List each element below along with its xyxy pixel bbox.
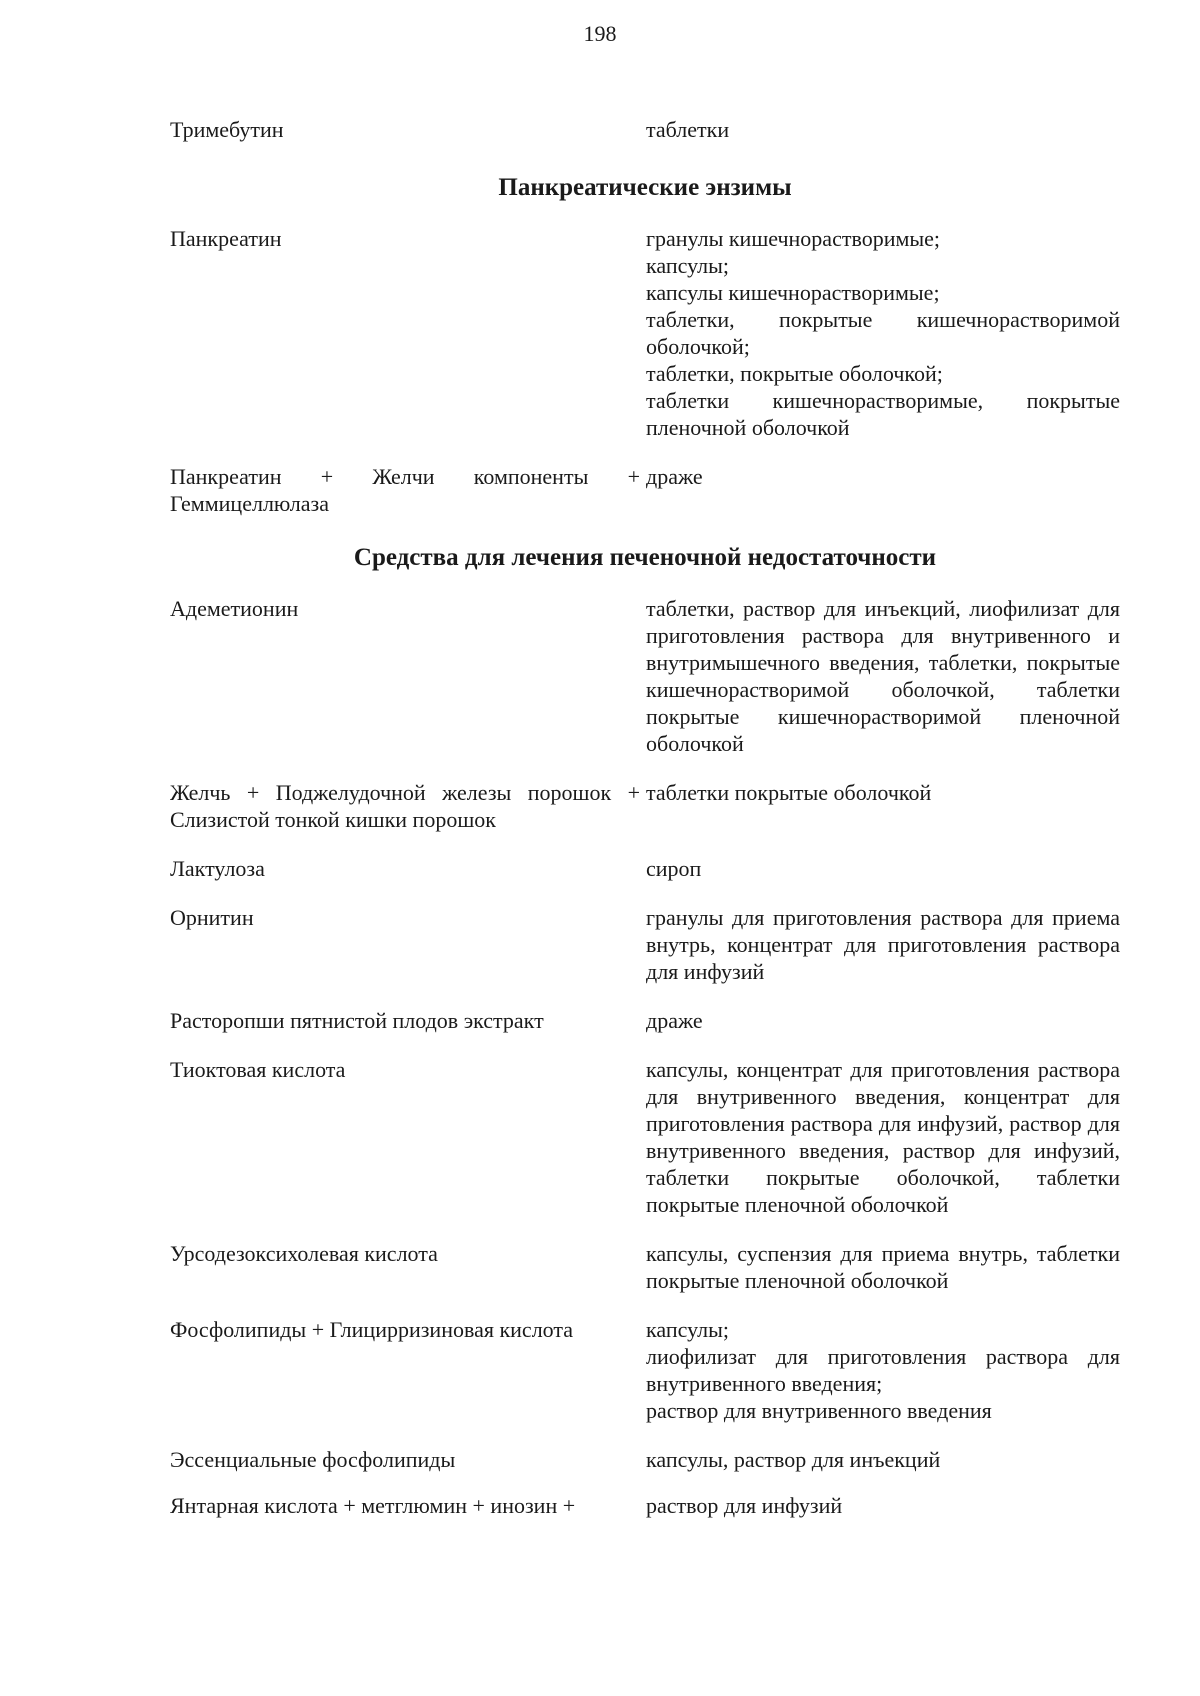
- dosage-forms: [646, 1056, 1120, 1218]
- table-row: [170, 1492, 1120, 1519]
- dosage-forms: [646, 1007, 1120, 1034]
- section-title: Средства для лечения печеночной недостаточности: [353, 544, 937, 571]
- dosage-forms: [646, 1446, 1120, 1473]
- dosage-forms: [646, 595, 1120, 757]
- page-number: 198: [583, 21, 617, 46]
- dosage-forms: [646, 904, 1120, 985]
- dosage-form: лиофилизат для приготовления раствора для внутривенного введения;: [646, 1344, 1120, 1396]
- table-row: [170, 904, 1120, 985]
- dosage-form: капсулы;: [646, 1317, 729, 1342]
- table-row: [170, 1446, 1120, 1473]
- dosage-form: раствор для внутривенного введения: [646, 1398, 992, 1423]
- drug-name: Урсодезоксихолевая кислота: [170, 1241, 438, 1266]
- dosage-form: таблетки кишечнорастворимые, покрытые пленочной оболочкой: [646, 388, 1120, 440]
- drug-name: Адеметионин: [170, 596, 299, 621]
- dosage-forms: [646, 1316, 1120, 1424]
- table-row: [170, 225, 1120, 441]
- dosage-form: таблетки, раствор для инъекций, лиофилизат для приготовления раствора для внутривенного и внутримышечного введения, таблетки, покрытые кишечнорастворимой оболочкой, таблетки покрытые кишечнорастворимой пленочной оболочкой: [646, 596, 1120, 756]
- dosage-form: раствор для инфузий: [646, 1493, 843, 1518]
- drug-name: Желчь + Поджелудочной железы порошок + Слизистой тонкой кишки порошок: [170, 780, 640, 832]
- dosage-form: капсулы, суспензия для приема внутрь, таблетки покрытые пленочной оболочкой: [646, 1241, 1120, 1293]
- table-row: [170, 1240, 1120, 1294]
- drug-name: Панкреатин + Желчи компоненты + Геммицеллюлаза: [170, 464, 640, 516]
- dosage-form: гранулы кишечнорастворимые;: [646, 226, 941, 251]
- table-row: [170, 595, 1120, 757]
- dosage-form: таблетки покрытые оболочкой: [646, 780, 932, 805]
- dosage-forms: [646, 116, 1120, 143]
- dosage-form: капсулы, концентрат для приготовления раствора для внутривенного введения, концентрат для приготовления раствора для инфузий, раствор для внутривенного введения, раствор для инфузий, таблетки покрытые оболочкой, таблетки покрытые пленочной оболочкой: [646, 1057, 1120, 1217]
- dosage-forms: [646, 225, 1120, 441]
- dosage-form: капсулы, раствор для инъекций: [646, 1447, 941, 1472]
- dosage-forms: [646, 855, 1120, 882]
- table-row: [170, 1316, 1120, 1424]
- dosage-form: драже: [646, 464, 703, 489]
- dosage-forms: [646, 779, 1120, 806]
- drug-name: Расторопши пятнистой плодов экстракт: [170, 1008, 544, 1033]
- dosage-form: таблетки, покрытые оболочкой;: [646, 361, 943, 386]
- drug-name: Эссенциальные фосфолипиды: [170, 1447, 456, 1472]
- drug-name: Орнитин: [170, 905, 254, 930]
- dosage-forms: [646, 1492, 1120, 1519]
- dosage-form: таблетки: [646, 117, 730, 142]
- drug-name: Тиоктовая кислота: [170, 1057, 346, 1082]
- dosage-form: капсулы кишечнорастворимые;: [646, 280, 940, 305]
- dosage-form: драже: [646, 1008, 703, 1033]
- drug-name: Янтарная кислота + метглюмин + инозин +: [170, 1493, 576, 1518]
- dosage-form: гранулы для приготовления раствора для приема внутрь, концентрат для приготовления раствора для инфузий: [646, 905, 1120, 984]
- dosage-form: сироп: [646, 856, 702, 881]
- dosage-forms: [646, 463, 1120, 490]
- table-row: [170, 1007, 1120, 1034]
- table-row: [170, 1056, 1120, 1218]
- drug-name: Лактулоза: [170, 856, 265, 881]
- dosage-form: таблетки, покрытые кишечнорастворимой оболочкой;: [646, 307, 1120, 359]
- table-row: [170, 116, 1120, 143]
- table-row: [170, 855, 1120, 882]
- dosage-forms: [646, 1240, 1120, 1294]
- table-row: [170, 463, 1120, 517]
- drug-table: [170, 116, 1120, 1519]
- dosage-form: капсулы;: [646, 253, 729, 278]
- drug-name: Тримебутин: [170, 117, 284, 142]
- section-title: Панкреатические энзимы: [498, 174, 792, 201]
- drug-name: Фосфолипиды + Глицирризиновая кислота: [170, 1317, 574, 1342]
- drug-name: Панкреатин: [170, 226, 282, 251]
- table-row: [170, 779, 1120, 833]
